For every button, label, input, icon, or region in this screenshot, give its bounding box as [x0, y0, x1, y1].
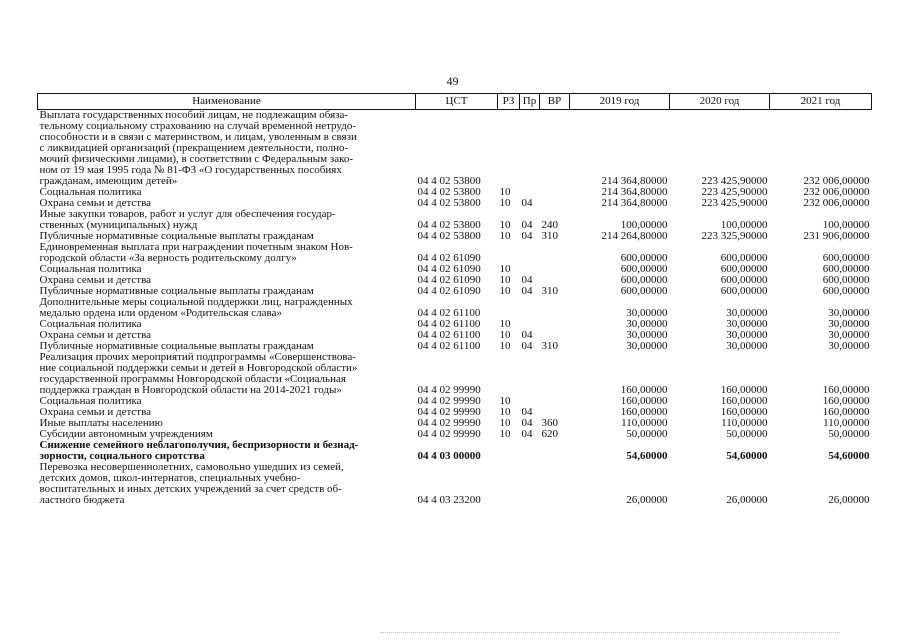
cell-cst: 04 4 02 61100	[417, 307, 481, 319]
cell-cst: 04 4 02 99990	[417, 428, 481, 440]
cell-2019: 600,00000	[620, 274, 668, 286]
cell-cst: 04 4 02 61090	[417, 252, 481, 264]
cell-2020: 600,00000	[720, 263, 768, 275]
cell-2019: 30,00000	[626, 307, 668, 319]
cell-2021: 600,00000	[822, 263, 870, 275]
cell-2021: 30,00000	[828, 329, 870, 341]
cell-2020: 223 425,90000	[701, 175, 768, 187]
cell-rz: 10	[499, 186, 511, 198]
cell-name: Иные закупки товаров, работ и услуг для обеспечения государ- ственных (муниципальных) нужд	[39, 208, 336, 231]
cell-rz: 10	[499, 318, 511, 330]
cell-2019: 100,00000	[620, 219, 668, 231]
cell-vr: 360	[541, 417, 558, 429]
cell-pr: 04	[521, 197, 533, 209]
cell-2020: 160,00000	[720, 406, 768, 418]
cell-2021: 30,00000	[828, 340, 870, 352]
cell-2019: 54,60000	[626, 450, 668, 462]
cell-rz	[498, 352, 520, 396]
header-vr: ВР	[540, 94, 570, 110]
header-rz: РЗ	[498, 94, 520, 110]
cell-name: Иные выплаты населению	[39, 417, 163, 429]
cell-2021: 232 006,00000	[803, 186, 870, 198]
cell-pr: 04	[521, 340, 533, 352]
cell-2021: 231 906,00000	[803, 230, 870, 242]
cell-vr	[540, 198, 570, 209]
cell-name: Дополнительные меры социальной поддержки лиц, награжденных медалью ордена или орденом «Родительская слава»	[39, 296, 353, 319]
cell-cst: 04 4 02 53800	[417, 175, 481, 187]
cell-cst: 04 4 02 53800	[417, 186, 481, 198]
cell-2020: 100,00000	[720, 219, 768, 231]
cell-cst: 04 4 02 53800	[417, 197, 481, 209]
cell-cst: 04 4 02 53800	[417, 230, 481, 242]
cell-rz: 10	[499, 230, 511, 242]
cell-name: Субсидии автономным учреждениям	[39, 428, 213, 440]
cell-2019: 160,00000	[620, 395, 668, 407]
cell-2021: 600,00000	[822, 252, 870, 264]
cell-name: Публичные нормативные социальные выплаты гражданам	[39, 285, 314, 297]
cell-vr	[540, 264, 570, 275]
header-cst: ЦСТ	[416, 94, 498, 110]
page-number: 49	[446, 74, 459, 88]
cell-rz: 10	[499, 197, 511, 209]
cell-2019: 214 264,80000	[601, 230, 668, 242]
cell-pr: 04	[521, 417, 533, 429]
cell-pr	[520, 352, 540, 396]
cell-2019: 50,00000	[626, 428, 668, 440]
cell-cst: 04 4 02 61090	[417, 274, 481, 286]
cell-cst: 04 4 03 00000	[417, 450, 481, 462]
cell-2020: 26,00000	[726, 494, 768, 506]
cell-cst: 04 4 02 99990	[417, 384, 481, 396]
cell-cst: 04 4 02 99990	[417, 417, 481, 429]
cell-2021: 160,00000	[822, 406, 870, 418]
cell-name: Выплата государственных пособий лицам, не подлежащим обяза- тельному социальному страхованию на случай временной нетрудо- способности и в связи с материнством, и лицам, уволенным в связи с ликвидацией организаций (прекращением деятельности, полно- мочий физическими лицами), в соответствии с Федеральным зако- ном от 19 мая 1995 года № 81-ФЗ «О государственных пособиях гражданам, имеющим детей»	[39, 109, 357, 187]
cell-2020: 54,60000	[726, 450, 768, 462]
cell-rz: 10	[499, 395, 511, 407]
cell-2021: 160,00000	[822, 384, 870, 396]
cell-2020: 600,00000	[720, 274, 768, 286]
cell-pr	[520, 297, 540, 319]
cell-vr: 310	[541, 340, 558, 352]
cell-2021: 232 006,00000	[803, 197, 870, 209]
cell-name: Публичные нормативные социальные выплаты гражданам	[39, 230, 314, 242]
cell-rz: 10	[499, 329, 511, 341]
cell-cst: 04 4 02 61100	[417, 318, 481, 330]
cell-2021: 110,00000	[823, 417, 870, 429]
cell-name: Охрана семьи и детства	[39, 406, 152, 418]
header-2019: 2019 год	[570, 94, 670, 110]
cell-2020: 160,00000	[720, 395, 768, 407]
table-row	[38, 209, 872, 231]
cell-2021: 232 006,00000	[803, 175, 870, 187]
cell-2020: 223 325,90000	[701, 230, 768, 242]
cell-name: Социальная политика	[39, 263, 142, 275]
cell-vr	[540, 110, 570, 188]
cell-2021: 26,00000	[828, 494, 870, 506]
cell-2020: 50,00000	[726, 428, 768, 440]
table-row	[38, 352, 872, 396]
cell-name: Единовременная выплата при награждении почетным знаком Нов- городской области «За верность родительскому долгу»	[39, 241, 353, 264]
cell-vr	[540, 352, 570, 396]
cell-cst: 04 4 02 99990	[417, 406, 481, 418]
cell-2019: 214 364,80000	[601, 197, 668, 209]
cell-2019: 110,00000	[621, 417, 668, 429]
cell-2020: 223 425,90000	[701, 186, 768, 198]
cell-cst: 04 4 02 61090	[417, 263, 481, 275]
cell-2019: 214 364,80000	[601, 175, 668, 187]
cell-rz	[498, 440, 520, 462]
cell-vr	[540, 462, 570, 506]
cell-vr: 310	[541, 285, 558, 297]
cell-name: Социальная политика	[39, 395, 142, 407]
cell-pr	[520, 110, 540, 188]
cell-rz	[498, 462, 520, 506]
cell-2019: 26,00000	[626, 494, 668, 506]
cell-rz	[498, 110, 520, 188]
cell-2019: 160,00000	[620, 384, 668, 396]
cell-2020: 600,00000	[720, 285, 768, 297]
table-body	[38, 110, 872, 507]
cell-2019: 30,00000	[626, 318, 668, 330]
cell-rz: 10	[499, 406, 511, 418]
cell-pr: 04	[521, 230, 533, 242]
cell-cst: 04 4 02 61100	[417, 340, 481, 352]
cell-pr	[520, 242, 540, 264]
cell-name: Охрана семьи и детства	[39, 197, 152, 209]
cell-2019: 600,00000	[620, 252, 668, 264]
cell-2020: 30,00000	[726, 340, 768, 352]
cell-2021: 600,00000	[822, 285, 870, 297]
table-header-row	[38, 94, 872, 110]
cell-name: Охрана семьи и детства	[39, 329, 152, 341]
cell-rz: 10	[499, 219, 511, 231]
cell-2019: 30,00000	[626, 340, 668, 352]
cell-pr	[520, 440, 540, 462]
header-pr: Пр	[520, 94, 540, 110]
cell-pr: 04	[521, 219, 533, 231]
cell-vr	[540, 297, 570, 319]
cell-rz: 10	[499, 417, 511, 429]
cell-name: Снижение семейного неблагополучия, беспризорности и безнад- зорности, социального сиротства	[39, 439, 359, 462]
cell-2019: 214 364,80000	[601, 186, 668, 198]
cell-pr: 04	[521, 406, 533, 418]
cell-2019: 30,00000	[626, 329, 668, 341]
cell-2020: 30,00000	[726, 318, 768, 330]
cell-2021: 100,00000	[822, 219, 870, 231]
cell-name: Социальная политика	[39, 186, 142, 198]
cell-rz: 10	[499, 263, 511, 275]
cell-vr: 310	[541, 230, 558, 242]
cell-vr	[540, 242, 570, 264]
cell-name: Перевозка несовершеннолетних, самовольно ушедших из семей, детских домов, школ-интернатов, специальных учебно- воспитательных и иных детских учреждений за счет средств об- ластного бюджета	[39, 461, 344, 506]
cell-pr: 04	[521, 274, 533, 286]
cell-cst: 04 4 03 23200	[417, 494, 481, 506]
table-row	[38, 242, 872, 264]
cell-2019: 160,00000	[620, 406, 668, 418]
cell-2021: 30,00000	[828, 307, 870, 319]
cell-vr	[540, 396, 570, 407]
cell-vr: 240	[541, 219, 558, 231]
cell-2019: 600,00000	[620, 263, 668, 275]
table-row	[38, 440, 872, 462]
cell-pr: 04	[521, 285, 533, 297]
cell-name: Публичные нормативные социальные выплаты гражданам	[39, 340, 314, 352]
table-row	[38, 297, 872, 319]
table-row	[38, 462, 872, 506]
cell-2019: 600,00000	[620, 285, 668, 297]
cell-name: Реализация прочих мероприятий подпрограммы «Совершенствова- ние социальной поддержки семьи и детей в Новгородской области» государственной программы Новгородской области «Социальная поддержка граждан в Новгородской области на 2014-2021 годы»	[39, 351, 358, 396]
cell-pr	[520, 462, 540, 506]
cell-rz	[498, 242, 520, 264]
cell-rz: 10	[499, 285, 511, 297]
cell-2020: 160,00000	[720, 384, 768, 396]
cell-rz: 10	[499, 274, 511, 286]
budget-table	[37, 93, 872, 506]
cell-name: Охрана семьи и детства	[39, 274, 152, 286]
cell-rz: 10	[499, 340, 511, 352]
cell-2021: 30,00000	[828, 318, 870, 330]
cell-2020: 223 425,90000	[701, 197, 768, 209]
cell-name: Социальная политика	[39, 318, 142, 330]
cell-cst: 04 4 02 61100	[417, 329, 481, 341]
cell-2021: 600,00000	[822, 274, 870, 286]
scan-artifact	[380, 632, 840, 636]
table-row	[38, 110, 872, 188]
cell-vr	[540, 440, 570, 462]
cell-pr: 04	[521, 428, 533, 440]
header-2021: 2021 год	[770, 94, 872, 110]
cell-vr	[540, 319, 570, 330]
header-2020: 2020 год	[670, 94, 770, 110]
cell-rz: 10	[499, 428, 511, 440]
cell-cst: 04 4 02 53800	[417, 219, 481, 231]
cell-vr: 620	[541, 428, 558, 440]
cell-rz	[498, 297, 520, 319]
cell-2021: 160,00000	[822, 395, 870, 407]
cell-pr: 04	[521, 329, 533, 341]
cell-cst: 04 4 02 61090	[417, 285, 481, 297]
cell-2021: 50,00000	[828, 428, 870, 440]
cell-2020: 600,00000	[720, 252, 768, 264]
cell-vr	[540, 187, 570, 198]
cell-2021: 54,60000	[828, 450, 870, 462]
cell-cst: 04 4 02 99990	[417, 395, 481, 407]
cell-2020: 30,00000	[726, 329, 768, 341]
cell-2020: 110,00000	[721, 417, 768, 429]
cell-2020: 30,00000	[726, 307, 768, 319]
header-name: Наименование	[38, 94, 416, 110]
